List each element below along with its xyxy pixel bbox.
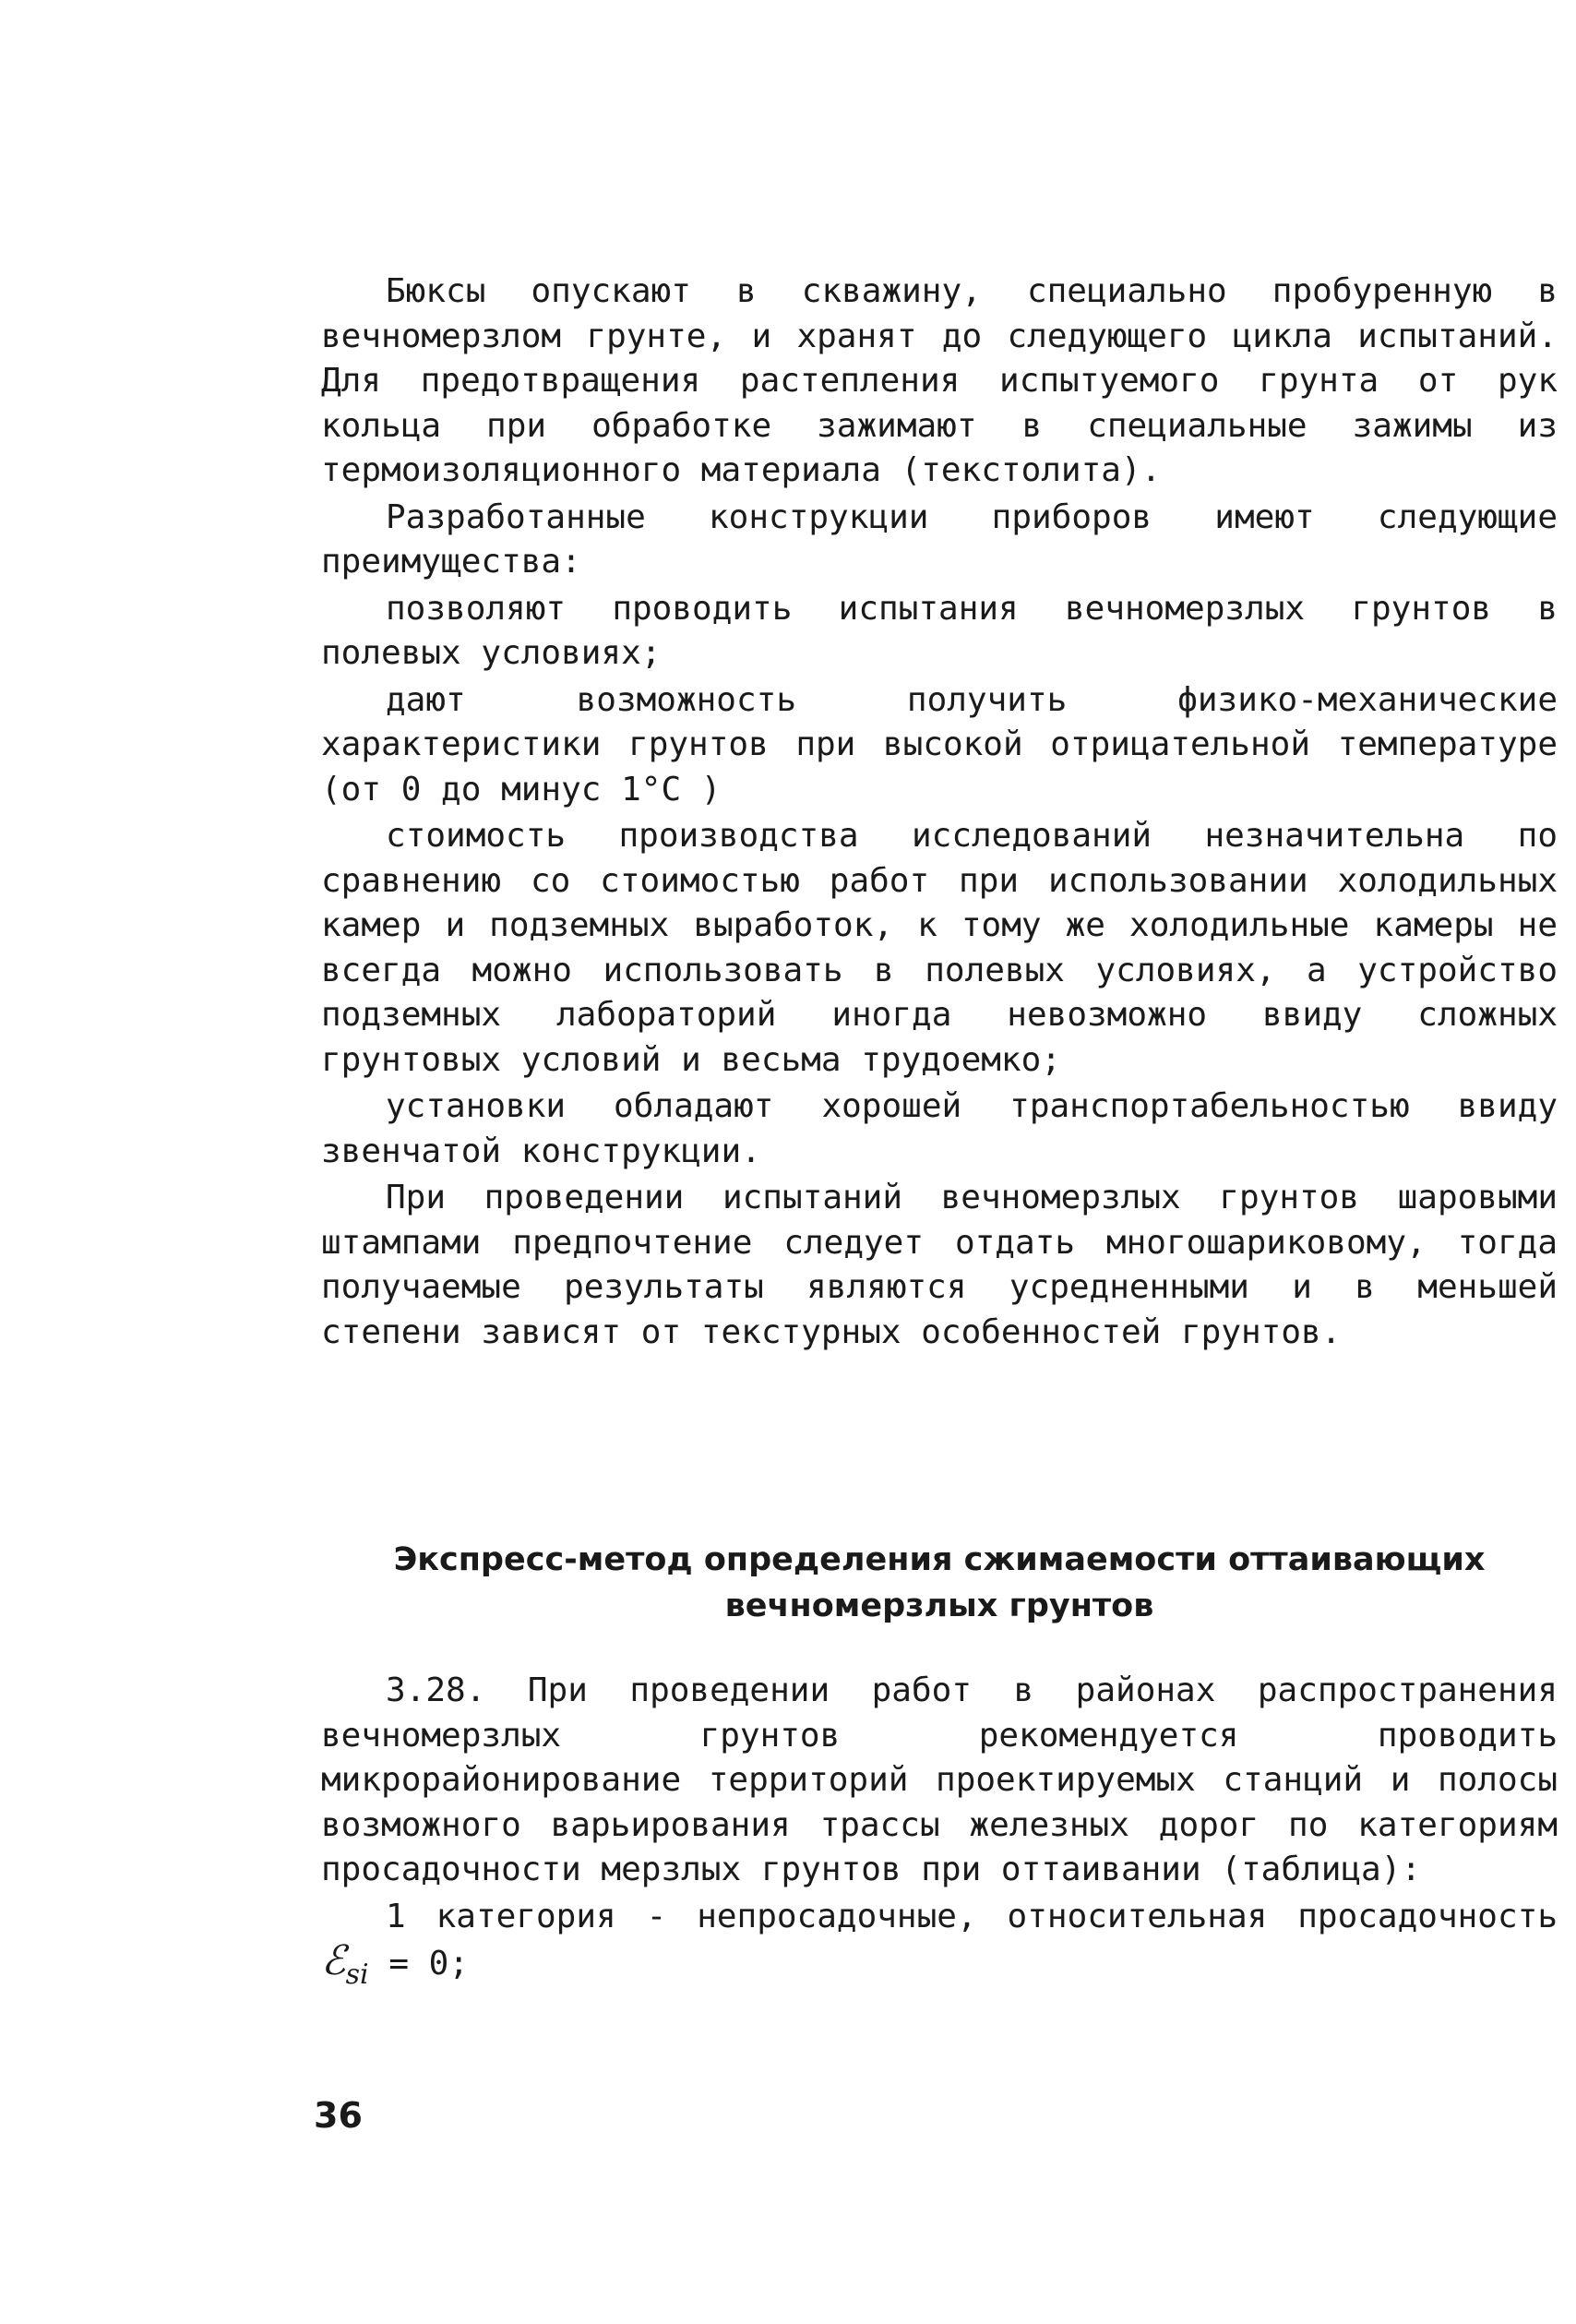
paragraph-advantage-field: позволяют проводить испытания вечномерзлых грунтов в полевых условиях; <box>321 589 1558 672</box>
section-heading <box>321 1537 1558 1629</box>
paragraph-advantages-intro: Разработанные конструкции приборов имеют следующие преимущества: <box>321 497 1558 581</box>
category-1-equation: = 0; <box>388 1945 470 1983</box>
category-1-text: 1 категория - непросадочные, относительная просадочность <box>386 1897 1558 1935</box>
paragraph-category-1 <box>321 1895 1558 1998</box>
body-text-top <box>321 270 1558 1355</box>
epsilon-subscript: si <box>345 1958 369 1991</box>
paragraph-advantage-cost: стоимость производства исследований незначительна по сравнению со стоимостью работ при использовании холодильных камер и подземных выработок, к тому же холодильные камеры не всегда можно использовать в полевых условиях, а устройство подземных лабораторий иногда невозможно ввиду сложных грунтовых условий и весьма трудоемко; <box>321 817 1558 1079</box>
paragraph-buksy: Бюксы опускают в скважину, специально пробуренную в вечномерзлом грунте, и хранят до следующего цикла испытаний. Для предотвращения растепления испытуемого грунта от рук кольца при обработке зажимают в специальные зажимы из термоизоляционного материала (текстолита). <box>321 272 1558 489</box>
section-heading-line1: Экспресс-метод определения сжимаемости оттаивающих <box>393 1541 1486 1578</box>
section-heading-line2: вечномерзлых грунтов <box>724 1587 1154 1624</box>
page-number: 36 <box>314 2095 363 2136</box>
paragraph-advantage-transport: установки обладают хорошей транспортабельностью ввиду звенчатой конструкции. <box>321 1087 1558 1170</box>
body-text-bottom <box>321 1669 1558 1997</box>
paragraph-3-28: 3.28. При проведении работ в районах распространения вечномерзлых грунтов рекомендуется проводить микрорайонирование территорий проектируемых станций и полосы возможного варьирования трассы железных дорог по категориям просадочности мерзлых грунтов при оттаивании (таблица): <box>321 1671 1558 1888</box>
paragraph-ball-stamps: При проведении испытаний вечномерзлых грунтов шаровыми штампами предпочтение следует отдать многошариковому, тогда получаемые результаты являются усредненными и в меньшей степени зависят от текстурных особенностей грунтов. <box>321 1179 1558 1351</box>
relative-subsidence-symbol <box>321 1937 369 1991</box>
paragraph-advantage-temperature: дают возможность получить физико-механические характеристики грунтов при высокой отрицательной температуре (от 0 до минус 1°С ) <box>321 680 1558 809</box>
epsilon-symbol: ℰ <box>321 1937 346 1984</box>
